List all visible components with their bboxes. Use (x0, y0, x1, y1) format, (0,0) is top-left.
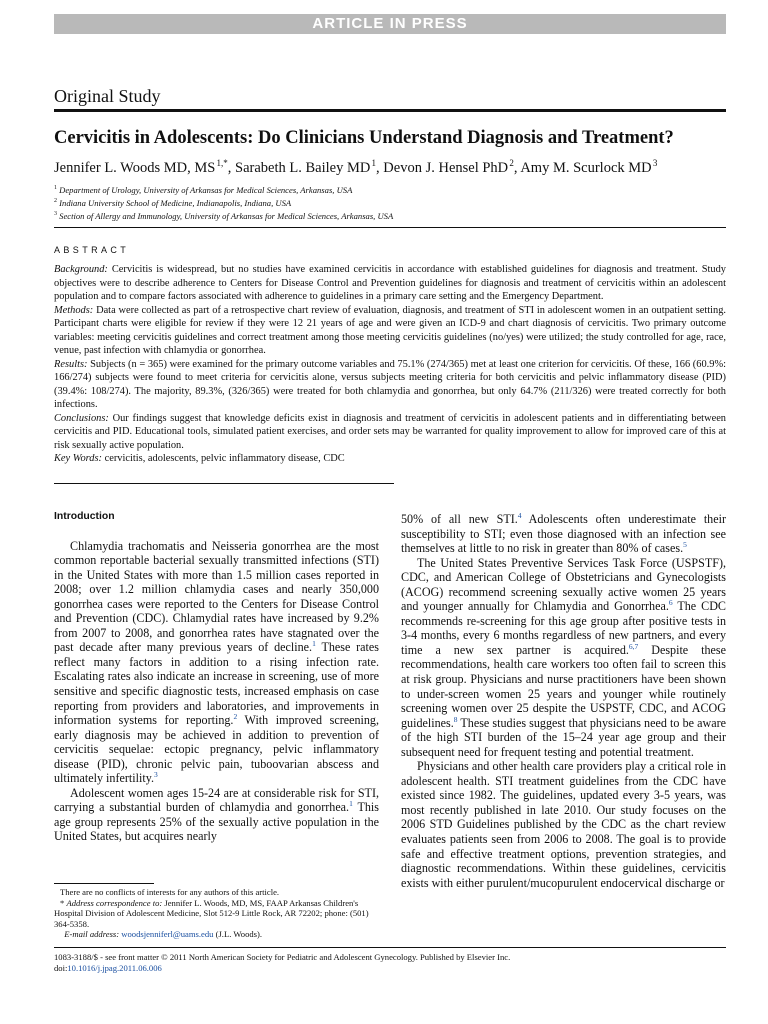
author-name: Devon J. Hensel PhD (383, 159, 509, 176)
footnote-rule (54, 883, 154, 884)
author-name: Amy M. Scurlock MD (520, 159, 652, 176)
body-paragraph: Adolescent women ages 15-24 are at considerable risk for STI, carrying a substantial burden of chlamydia and gonorrhea.$^1$ This age group represents 25% of the sexually active population in the United States, but acquires nearly (54, 785, 379, 844)
email-note: E-mail address: woodsjenniferl@uams.edu (J.L. Woods). (64, 929, 263, 940)
citation-link[interactable]: 6 (668, 598, 673, 608)
body-paragraph: Chlamydia trachomatis and Neisseria gonorrhea are the most common reportable bacterial sexually transmitted infections (STI) in the United States with more than 1.5 million cases reported in 2008; over 1.2 million chlamydia cases and nearly 350,000 gonorrhea cases were reported to the Centers for Disease Control and Prevention (CDC). Chlamydial rates have increased by 9.2% from 2007 to 2008, and gonorrhea rates have stagnated over the past decade after many previous years of decline.$^1$ These rates reflect many factors in addition to a rising infection rate. Escalating rates also indicate an increase in screening, use of more sensitive and specific diagnostic tests, increased emphasis on case reporting from providers and laboratories, and improvements in information systems for reporting.$^2$ With improved screening, early diagnosis may be achieved in addition to prevention of cervicitis sequelae: ectopic pregnancy, pelvic inflammatory disease (PID), chronic pelvic pain, tuboovarian abscess and ultimately infertility.$^3$ (54, 538, 379, 786)
body-column-left (54, 510, 379, 844)
section-heading-introduction: Introduction (54, 511, 115, 522)
author-affil-ref[interactable]: 3 (652, 158, 658, 168)
article-in-press-banner: ARTICLE IN PRESS (54, 14, 726, 34)
affiliation: $^1$ Department of Urology, University of Arkansas for Medical Sciences, Arkansas, USA (54, 184, 353, 195)
correspondence-note: * Address correspondence to: Jennifer L. Woods, MD, MS, FAAP Arkansas Children's Hospital Division of Adolescent Medicine, Slot 512-9 Little Rock, AR 72202; phone: (501) 364-5358. (54, 897, 369, 929)
header-rule (54, 109, 726, 112)
affiliations (54, 183, 734, 222)
footnotes (54, 887, 379, 940)
citation-link[interactable]: 2 (233, 712, 238, 722)
copyright-line: 1083-3188/$ - see front matter © 2011 North American Society for Pediatric and Adolescent Gynecology. Published by Elsevier Inc. (54, 952, 511, 962)
author-affil-ref[interactable]: 1 (371, 158, 377, 168)
doi-link[interactable]: 10.1016/j.jpag.2011.06.006 (67, 962, 162, 973)
abstract-bottom-rule (54, 483, 394, 484)
conflict-statement: There are no conflicts of interests for any authors of this article. (60, 887, 280, 897)
body-paragraph: The United States Preventive Services Task Force (USPSTF), CDC, and American College of Obstetricians and Gynecologists (ACOG) recommend screening sexually active women 25 years and younger annually for Chlamydia and Gonorrhea.$^6$ The CDC recommends re-screening for this age group after positive tests in 3-4 months, every 6 months regardless of new partners, and every time a new sex partner is acquired.$^{6,7}$ Despite these recommendations, health care workers too often fail to screen this at risk group. Physicians and nurse practitioners have been shown to under-screen women 25 years and younger while routinely screening women over 25 despite the USPSTF, CDC, and ACOG guidelines.$^8$ These studies suggest that physicians need to be aware of the high STI burden of the 15–24 year age group and their subsequent need for frequent testing and potential treatment. (401, 555, 726, 759)
footer-rule (54, 947, 726, 948)
abstract-heading: ABSTRACT (54, 245, 130, 255)
doi-line: doi:10.1016/j.jpag.2011.06.006 (54, 962, 162, 973)
author-list: Jennifer L. Woods MD, MS $^{1,*}$, Sarabeth L. Bailey MD $^1$, Devon J. Hensel PhD $^2$, Amy M. Scurlock MD $^3$ (54, 158, 658, 176)
email-link[interactable]: woodsjenniferl@uams.edu (121, 929, 214, 940)
citation-link[interactable]: 1 (349, 799, 353, 809)
body-column-right (401, 512, 726, 890)
abstract-keywords: Key Words: cervicitis, adolescents, pelvic inflammatory disease, CDC (54, 453, 345, 464)
citation-link[interactable]: 4 (517, 510, 522, 520)
author-name: Jennifer L. Woods MD, MS (54, 159, 216, 176)
author-affil-ref[interactable]: 1,* (216, 158, 228, 168)
abstract (54, 263, 726, 466)
abstract-methods: Methods: Data were collected as part of a retrospective chart review of evaluation, diagnosis, and treatment of STI in adolescent women in an outpatient setting. Participant charts were eligible for review if they were 12 21 years of age and were given an ICD-9 and chart diagnosis of cervicitis. Two primary outcome variables: meeting cervicitis guidelines and correct treatment among those meeting cervicitis guidelines (no/yes) were utilized; the study controlled for age, race, venue, past infection with chlamydia or gonorrhea. (54, 304, 726, 356)
page-footer (54, 952, 726, 974)
citation-link[interactable]: 5 (683, 540, 687, 550)
citation-link[interactable]: 3 (153, 770, 158, 780)
section-label: Original Study (54, 86, 161, 106)
affiliation: $^2$ Indiana University School of Medicine, Indianapolis, Indiana, USA (54, 197, 292, 208)
abstract-top-rule (54, 227, 726, 228)
citation-link[interactable]: 6,7 (628, 641, 639, 651)
abstract-background: Background: Cervicitis is widespread, but no studies have examined cervicitis in accordance with established guidelines for diagnosis and treatment. Study objectives were to describe adherence to Centers for Disease Control and Prevention guidelines for diagnosis and treatment of cervicitis within an adolescent population and to compare factors associated with adherence to guidelines in a primary care setting and the Emergency Department. (54, 264, 726, 302)
abstract-conclusions: Conclusions: Our findings suggest that knowledge deficits exist in diagnosis and treatment of cervicitis in adolescent patients and in differentiating between cervicitis and PID. Educational tools, simulated patient exercises, and order sets may be warranted for quality improvement to allow for improved care of this at risk sexually active population. (54, 412, 726, 451)
author-affil-ref[interactable]: 2 (509, 158, 514, 168)
body-paragraph: Physicians and other health care providers play a critical role in adolescent health. STI treatment guidelines from the CDC have existed since 1982. The guidelines, updated every 3-5 years, was most recently published in late 2010. Our study focuses on the 2006 STD Guidelines published by the CDC as the chart review evaluates patients seen from 2006 to 2008. The goal is to provide safe and effective treatment options, prevention strategies, and diagnostic recommendations. Within these guidelines, cervicitis exists with either purulent/mucopurulent endocervical discharge or (401, 759, 726, 890)
affiliation: $^3$ Section of Allergy and Immunology, University of Arkansas for Medical Sciences, Arkansas, USA (54, 210, 394, 221)
abstract-results: Results: Subjects (n = 365) were examined for the primary outcome variables and 75.1% (274/365) met at least one criterion for cervicitis. Of these, 166 (60.9%: 166/274) subjects were found to meet criteria for cervicitis alone, versus subjects meeting criteria for both cervicitis and pelvic inflammatory disease (PID) (39.4%: 108/274). The majority, 89.3%, (326/365) were treated for both chlamydia and gonorrhea, but only 64.7% (211/326) were treated correctly for both infections. (54, 358, 726, 410)
article-title: Cervicitis in Adolescents: Do Clinicians Understand Diagnosis and Treatment? (54, 128, 674, 148)
citation-link[interactable]: 8 (453, 714, 458, 724)
body-paragraph: 50% of all new STI.$^4$ Adolescents often underestimate their susceptibility to STI; even those diagnosed with an infection see themselves at little to no risk in greater than 80% of cases.$^5$ (401, 510, 726, 556)
citation-link[interactable]: 1 (312, 639, 316, 649)
author-name: Sarabeth L. Bailey MD (235, 159, 371, 176)
